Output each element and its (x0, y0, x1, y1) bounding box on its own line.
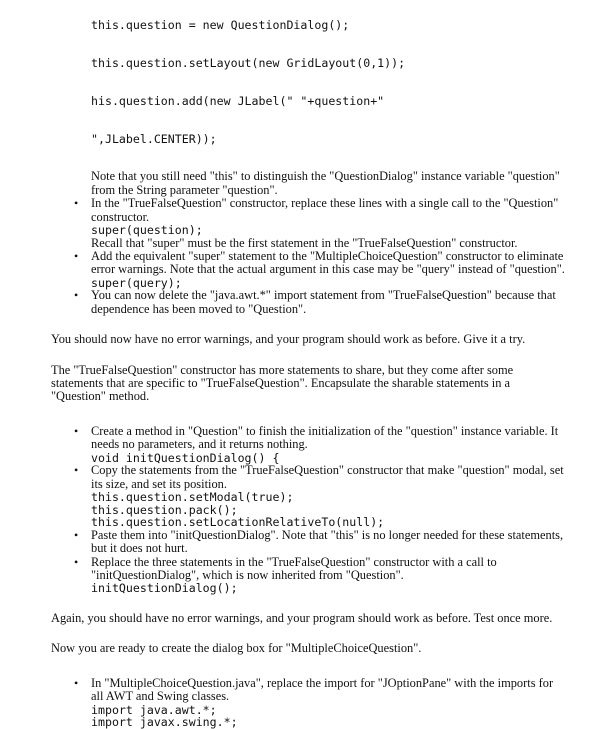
code-line: his.question.add(new JLabel(" "+question+" (91, 93, 385, 108)
list-item (0, 464, 610, 529)
list-item-text: Add the equivalent "super" statement to the "MultipleChoiceQuestion" constructor to eliminate error warnings. Note that the actual argument in this case may be "query" instead of "question". (91, 248, 565, 277)
list-item (0, 197, 610, 250)
bullet-icon: • (74, 288, 79, 303)
instruction-list-2 (0, 425, 610, 595)
instruction-list-3 (0, 677, 610, 729)
list-item-text: Copy the statements from the "TrueFalseQuestion" constructor that make "question" modal, set its size, and set its position. (91, 463, 564, 491)
bullet-icon: • (74, 463, 79, 478)
bullet-icon: • (74, 196, 79, 211)
code-line: this.question = new QuestionDialog(); (91, 18, 350, 33)
code-line: import java.awt.*; (91, 702, 217, 717)
paragraph: Now you are ready to create the dialog box for "MultipleChoiceQuestion". (51, 641, 422, 656)
code-line: void initQuestionDialog() { (91, 450, 280, 465)
list-item-text: You can now delete the "java.awt.*" import statement from "TrueFalseQuestion" because that dependence has been moved to "Question". (91, 288, 556, 316)
list-item-text: Replace the three statements in the "TrueFalseQuestion" constructor with a call to "initQuestionDialog", which is now inherited from "Question". (91, 554, 497, 582)
bullet-icon: • (74, 423, 79, 438)
list-item (0, 289, 610, 316)
note-text: Note that you still need "this" to distinguish the "QuestionDialog" instance variable "question" from the String parameter "question". (91, 169, 560, 197)
code-line: super(query); (91, 275, 182, 290)
list-item (0, 556, 610, 595)
bullet-icon: • (74, 527, 79, 542)
list-item (0, 677, 610, 729)
instruction-list-1 (0, 197, 610, 316)
bullet-icon: • (74, 248, 79, 263)
code-line: import javax.swing.*; (91, 715, 238, 729)
list-item (0, 425, 610, 464)
code-line: super(question); (91, 222, 203, 237)
code-line: initQuestionDialog(); (91, 581, 238, 596)
list-item-text: Paste them into "initQuestionDialog". Note that "this" is no longer needed for these statements, but it does not hurt. (91, 527, 564, 556)
code-line: this.question.pack(); (91, 502, 238, 517)
code-line: this.question.setLocationRelativeTo(null); (91, 515, 385, 530)
code-block-top (91, 0, 610, 170)
bullet-icon: • (74, 554, 79, 569)
code-line: this.question.setLayout(new GridLayout(0,1)); (91, 55, 406, 70)
list-item (0, 529, 610, 556)
paragraph: You should now have no error warnings, and your program should work as before. Give it a try. (51, 332, 526, 347)
bullet-icon: • (74, 675, 79, 690)
code-line: ",JLabel.CENTER)); (91, 131, 217, 146)
list-item-text: In "MultipleChoiceQuestion.java", replace the import for "JOptionPane" with the imports for all AWT and Swing classes. (91, 675, 554, 704)
list-item-note: Recall that "super" must be the first statement in the "TrueFalseQuestion" constructor. (91, 235, 518, 250)
paragraph: Again, you should have no error warnings, and your program should work as before. Test once more. (51, 611, 553, 625)
list-item (0, 250, 610, 289)
list-item-text: In the "TrueFalseQuestion" constructor, replace these lines with a single call to the "Question" constructor. (91, 196, 559, 224)
list-item-text: Create a method in "Question" to finish the initialization of the "question" instance variable. It needs no parameters, and it returns nothing. (91, 423, 559, 452)
code-line: this.question.setModal(true); (91, 490, 294, 504)
paragraph: The "TrueFalseQuestion" constructor has more statements to share, but they come after some statements that are specific to "TrueFalseQuestion". Encapsulate the sharable statements in a "Question" method. (51, 362, 514, 404)
